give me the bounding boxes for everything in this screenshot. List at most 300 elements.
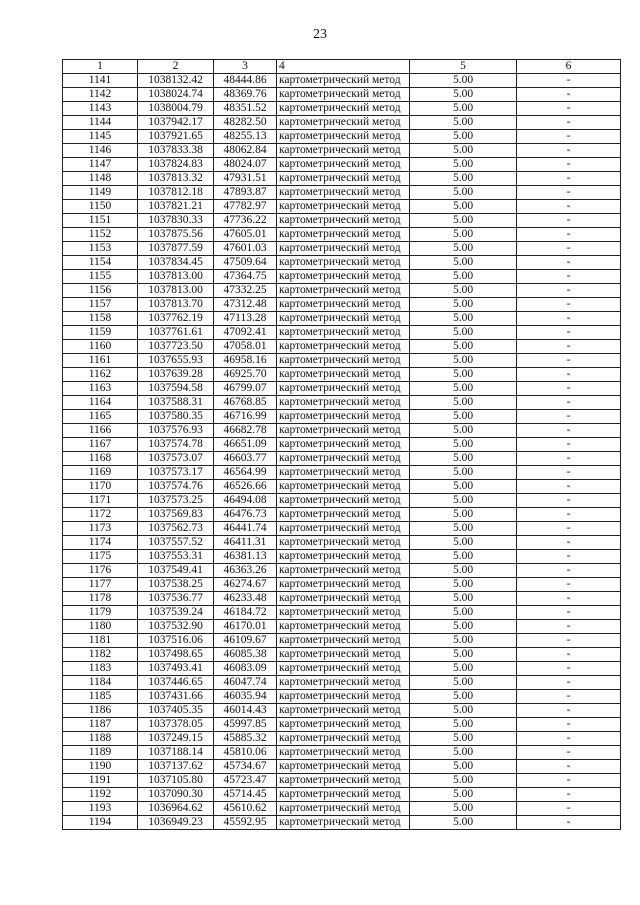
x-coordinate-cell: 1037833.38 xyxy=(138,144,214,158)
y-coordinate-cell: 47364.75 xyxy=(214,270,277,284)
y-coordinate-cell: 48351.52 xyxy=(214,102,277,116)
accuracy-cell: 5.00 xyxy=(410,284,517,298)
x-coordinate-cell: 1037877.59 xyxy=(138,242,214,256)
column-header-method: 4 xyxy=(277,60,410,74)
y-coordinate-cell: 48024.07 xyxy=(214,158,277,172)
method-cell: картометрический метод xyxy=(277,130,410,144)
accuracy-cell: 5.00 xyxy=(410,424,517,438)
y-coordinate-cell: 46958.16 xyxy=(214,354,277,368)
column-header-point-number: 1 xyxy=(63,60,138,74)
method-cell: картометрический метод xyxy=(277,690,410,704)
point-number-cell: 1172 xyxy=(63,508,138,522)
table-row xyxy=(63,746,621,760)
accuracy-cell: 5.00 xyxy=(410,410,517,424)
table-row xyxy=(63,396,621,410)
y-coordinate-cell: 46564.99 xyxy=(214,466,277,480)
x-coordinate-cell: 1037137.62 xyxy=(138,760,214,774)
method-cell: картометрический метод xyxy=(277,732,410,746)
accuracy-cell: 5.00 xyxy=(410,382,517,396)
y-coordinate-cell: 46411.31 xyxy=(214,536,277,550)
accuracy-cell: 5.00 xyxy=(410,774,517,788)
accuracy-cell: 5.00 xyxy=(410,228,517,242)
y-coordinate-cell: 46494.08 xyxy=(214,494,277,508)
method-cell: картометрический метод xyxy=(277,438,410,452)
y-coordinate-cell: 46085.38 xyxy=(214,648,277,662)
accuracy-cell: 5.00 xyxy=(410,662,517,676)
table-row xyxy=(63,732,621,746)
point-number-cell: 1142 xyxy=(63,88,138,102)
table-row xyxy=(63,186,621,200)
table-row xyxy=(63,144,621,158)
table-row xyxy=(63,550,621,564)
point-number-cell: 1191 xyxy=(63,774,138,788)
x-coordinate-cell: 1036949.23 xyxy=(138,816,214,830)
method-cell: картометрический метод xyxy=(277,354,410,368)
point-number-cell: 1148 xyxy=(63,172,138,186)
method-cell: картометрический метод xyxy=(277,172,410,186)
x-coordinate-cell: 1037813.00 xyxy=(138,270,214,284)
x-coordinate-cell: 1037573.17 xyxy=(138,466,214,480)
description-cell: - xyxy=(517,452,621,466)
table-row xyxy=(63,494,621,508)
x-coordinate-cell: 1037090.30 xyxy=(138,788,214,802)
method-cell: картометрический метод xyxy=(277,676,410,690)
description-cell: - xyxy=(517,88,621,102)
y-coordinate-cell: 45885.32 xyxy=(214,732,277,746)
method-cell: картометрический метод xyxy=(277,704,410,718)
description-cell: - xyxy=(517,816,621,830)
description-cell: - xyxy=(517,340,621,354)
y-coordinate-cell: 48062.84 xyxy=(214,144,277,158)
x-coordinate-cell: 1037573.25 xyxy=(138,494,214,508)
method-cell: картометрический метод xyxy=(277,760,410,774)
description-cell: - xyxy=(517,242,621,256)
table-row xyxy=(63,312,621,326)
accuracy-cell: 5.00 xyxy=(410,536,517,550)
y-coordinate-cell: 45723.47 xyxy=(214,774,277,788)
table-row xyxy=(63,662,621,676)
description-cell: - xyxy=(517,718,621,732)
table-row xyxy=(63,718,621,732)
x-coordinate-cell: 1037557.52 xyxy=(138,536,214,550)
point-number-cell: 1182 xyxy=(63,648,138,662)
accuracy-cell: 5.00 xyxy=(410,648,517,662)
y-coordinate-cell: 46476.73 xyxy=(214,508,277,522)
x-coordinate-cell: 1038132.42 xyxy=(138,74,214,88)
description-cell: - xyxy=(517,396,621,410)
table-row xyxy=(63,340,621,354)
method-cell: картометрический метод xyxy=(277,214,410,228)
description-cell: - xyxy=(517,592,621,606)
method-cell: картометрический метод xyxy=(277,382,410,396)
accuracy-cell: 5.00 xyxy=(410,158,517,172)
point-number-cell: 1145 xyxy=(63,130,138,144)
point-number-cell: 1162 xyxy=(63,368,138,382)
accuracy-cell: 5.00 xyxy=(410,564,517,578)
method-cell: картометрический метод xyxy=(277,564,410,578)
y-coordinate-cell: 48369.76 xyxy=(214,88,277,102)
table-row xyxy=(63,564,621,578)
description-cell: - xyxy=(517,116,621,130)
y-coordinate-cell: 45714.45 xyxy=(214,788,277,802)
point-number-cell: 1152 xyxy=(63,228,138,242)
accuracy-cell: 5.00 xyxy=(410,186,517,200)
method-cell: картометрический метод xyxy=(277,746,410,760)
x-coordinate-cell: 1037761.61 xyxy=(138,326,214,340)
x-coordinate-cell: 1037562.73 xyxy=(138,522,214,536)
x-coordinate-cell: 1037188.14 xyxy=(138,746,214,760)
accuracy-cell: 5.00 xyxy=(410,508,517,522)
method-cell: картометрический метод xyxy=(277,634,410,648)
point-number-cell: 1143 xyxy=(63,102,138,116)
y-coordinate-cell: 47931.51 xyxy=(214,172,277,186)
page-number: 23 xyxy=(313,27,327,42)
accuracy-cell: 5.00 xyxy=(410,438,517,452)
table-row xyxy=(63,116,621,130)
point-number-cell: 1156 xyxy=(63,284,138,298)
y-coordinate-cell: 46109.67 xyxy=(214,634,277,648)
description-cell: - xyxy=(517,172,621,186)
point-number-cell: 1180 xyxy=(63,620,138,634)
coordinates-table xyxy=(62,59,621,830)
y-coordinate-cell: 48255.13 xyxy=(214,130,277,144)
accuracy-cell: 5.00 xyxy=(410,802,517,816)
accuracy-cell: 5.00 xyxy=(410,718,517,732)
description-cell: - xyxy=(517,382,621,396)
accuracy-cell: 5.00 xyxy=(410,116,517,130)
description-cell: - xyxy=(517,522,621,536)
y-coordinate-cell: 46925.70 xyxy=(214,368,277,382)
y-coordinate-cell: 47605.01 xyxy=(214,228,277,242)
method-cell: картометрический метод xyxy=(277,788,410,802)
accuracy-cell: 5.00 xyxy=(410,634,517,648)
description-cell: - xyxy=(517,606,621,620)
point-number-cell: 1169 xyxy=(63,466,138,480)
accuracy-cell: 5.00 xyxy=(410,816,517,830)
y-coordinate-cell: 45592.95 xyxy=(214,816,277,830)
accuracy-cell: 5.00 xyxy=(410,676,517,690)
x-coordinate-cell: 1037655.93 xyxy=(138,354,214,368)
description-cell: - xyxy=(517,270,621,284)
method-cell: картометрический метод xyxy=(277,312,410,326)
description-cell: - xyxy=(517,368,621,382)
y-coordinate-cell: 47113.28 xyxy=(214,312,277,326)
table-row xyxy=(63,704,621,718)
y-coordinate-cell: 47058.01 xyxy=(214,340,277,354)
point-number-cell: 1147 xyxy=(63,158,138,172)
table-body xyxy=(63,74,621,830)
accuracy-cell: 5.00 xyxy=(410,592,517,606)
x-coordinate-cell: 1037405.35 xyxy=(138,704,214,718)
accuracy-cell: 5.00 xyxy=(410,578,517,592)
accuracy-cell: 5.00 xyxy=(410,102,517,116)
description-cell: - xyxy=(517,788,621,802)
table-row xyxy=(63,172,621,186)
method-cell: картометрический метод xyxy=(277,536,410,550)
x-coordinate-cell: 1037498.65 xyxy=(138,648,214,662)
table-row xyxy=(63,774,621,788)
table-row xyxy=(63,816,621,830)
x-coordinate-cell: 1037574.78 xyxy=(138,438,214,452)
description-cell: - xyxy=(517,186,621,200)
point-number-cell: 1186 xyxy=(63,704,138,718)
accuracy-cell: 5.00 xyxy=(410,704,517,718)
accuracy-cell: 5.00 xyxy=(410,690,517,704)
description-cell: - xyxy=(517,228,621,242)
x-coordinate-cell: 1037875.56 xyxy=(138,228,214,242)
method-cell: картометрический метод xyxy=(277,270,410,284)
point-number-cell: 1189 xyxy=(63,746,138,760)
y-coordinate-cell: 48282.50 xyxy=(214,116,277,130)
table-row xyxy=(63,270,621,284)
description-cell: - xyxy=(517,550,621,564)
table-row xyxy=(63,354,621,368)
table-header xyxy=(63,60,621,74)
x-coordinate-cell: 1037639.28 xyxy=(138,368,214,382)
point-number-cell: 1192 xyxy=(63,788,138,802)
description-cell: - xyxy=(517,774,621,788)
y-coordinate-cell: 46381.13 xyxy=(214,550,277,564)
x-coordinate-cell: 1037580.35 xyxy=(138,410,214,424)
x-coordinate-cell: 1037921.65 xyxy=(138,130,214,144)
accuracy-cell: 5.00 xyxy=(410,494,517,508)
y-coordinate-cell: 46014.43 xyxy=(214,704,277,718)
description-cell: - xyxy=(517,802,621,816)
table-row xyxy=(63,424,621,438)
accuracy-cell: 5.00 xyxy=(410,200,517,214)
method-cell: картометрический метод xyxy=(277,158,410,172)
description-cell: - xyxy=(517,438,621,452)
table-row xyxy=(63,480,621,494)
description-cell: - xyxy=(517,732,621,746)
method-cell: картометрический метод xyxy=(277,774,410,788)
accuracy-cell: 5.00 xyxy=(410,732,517,746)
point-number-cell: 1187 xyxy=(63,718,138,732)
accuracy-cell: 5.00 xyxy=(410,88,517,102)
method-cell: картометрический метод xyxy=(277,326,410,340)
point-number-cell: 1164 xyxy=(63,396,138,410)
accuracy-cell: 5.00 xyxy=(410,760,517,774)
accuracy-cell: 5.00 xyxy=(410,214,517,228)
point-number-cell: 1193 xyxy=(63,802,138,816)
method-cell: картометрический метод xyxy=(277,494,410,508)
point-number-cell: 1176 xyxy=(63,564,138,578)
point-number-cell: 1155 xyxy=(63,270,138,284)
method-cell: картометрический метод xyxy=(277,88,410,102)
y-coordinate-cell: 46233.48 xyxy=(214,592,277,606)
description-cell: - xyxy=(517,326,621,340)
x-coordinate-cell: 1037446.65 xyxy=(138,676,214,690)
x-coordinate-cell: 1037813.70 xyxy=(138,298,214,312)
x-coordinate-cell: 1037378.05 xyxy=(138,718,214,732)
accuracy-cell: 5.00 xyxy=(410,480,517,494)
x-coordinate-cell: 1037431.66 xyxy=(138,690,214,704)
method-cell: картометрический метод xyxy=(277,200,410,214)
accuracy-cell: 5.00 xyxy=(410,466,517,480)
accuracy-cell: 5.00 xyxy=(410,312,517,326)
table-row xyxy=(63,102,621,116)
point-number-cell: 1150 xyxy=(63,200,138,214)
accuracy-cell: 5.00 xyxy=(410,550,517,564)
x-coordinate-cell: 1037105.80 xyxy=(138,774,214,788)
x-coordinate-cell: 1037553.31 xyxy=(138,550,214,564)
method-cell: картометрический метод xyxy=(277,452,410,466)
point-number-cell: 1144 xyxy=(63,116,138,130)
x-coordinate-cell: 1037538.25 xyxy=(138,578,214,592)
description-cell: - xyxy=(517,200,621,214)
x-coordinate-cell: 1038024.74 xyxy=(138,88,214,102)
point-number-cell: 1158 xyxy=(63,312,138,326)
accuracy-cell: 5.00 xyxy=(410,130,517,144)
description-cell: - xyxy=(517,746,621,760)
accuracy-cell: 5.00 xyxy=(410,368,517,382)
point-number-cell: 1188 xyxy=(63,732,138,746)
method-cell: картометрический метод xyxy=(277,802,410,816)
method-cell: картометрический метод xyxy=(277,718,410,732)
x-coordinate-cell: 1037569.83 xyxy=(138,508,214,522)
method-cell: картометрический метод xyxy=(277,620,410,634)
method-cell: картометрический метод xyxy=(277,550,410,564)
accuracy-cell: 5.00 xyxy=(410,270,517,284)
x-coordinate-cell: 1037539.24 xyxy=(138,606,214,620)
x-coordinate-cell: 1037594.58 xyxy=(138,382,214,396)
table-row xyxy=(63,256,621,270)
accuracy-cell: 5.00 xyxy=(410,172,517,186)
table-row xyxy=(63,536,621,550)
x-coordinate-cell: 1037942.17 xyxy=(138,116,214,130)
x-coordinate-cell: 1037821.21 xyxy=(138,200,214,214)
y-coordinate-cell: 46716.99 xyxy=(214,410,277,424)
point-number-cell: 1168 xyxy=(63,452,138,466)
point-number-cell: 1179 xyxy=(63,606,138,620)
table-row xyxy=(63,620,621,634)
y-coordinate-cell: 47782.97 xyxy=(214,200,277,214)
table-row xyxy=(63,200,621,214)
description-cell: - xyxy=(517,480,621,494)
point-number-cell: 1153 xyxy=(63,242,138,256)
table-row xyxy=(63,592,621,606)
x-coordinate-cell: 1037573.07 xyxy=(138,452,214,466)
table-row xyxy=(63,74,621,88)
method-cell: картометрический метод xyxy=(277,298,410,312)
accuracy-cell: 5.00 xyxy=(410,74,517,88)
description-cell: - xyxy=(517,74,621,88)
accuracy-cell: 5.00 xyxy=(410,354,517,368)
y-coordinate-cell: 46682.78 xyxy=(214,424,277,438)
table-row xyxy=(63,130,621,144)
table-row xyxy=(63,802,621,816)
y-coordinate-cell: 46184.72 xyxy=(214,606,277,620)
point-number-cell: 1175 xyxy=(63,550,138,564)
description-cell: - xyxy=(517,130,621,144)
description-cell: - xyxy=(517,144,621,158)
x-coordinate-cell: 1037536.77 xyxy=(138,592,214,606)
y-coordinate-cell: 46799.07 xyxy=(214,382,277,396)
column-header-y: 3 xyxy=(214,60,277,74)
point-number-cell: 1159 xyxy=(63,326,138,340)
description-cell: - xyxy=(517,410,621,424)
description-cell: - xyxy=(517,578,621,592)
column-header-accuracy: 5 xyxy=(410,60,517,74)
x-coordinate-cell: 1037588.31 xyxy=(138,396,214,410)
table-row xyxy=(63,242,621,256)
x-coordinate-cell: 1037249.15 xyxy=(138,732,214,746)
description-cell: - xyxy=(517,620,621,634)
y-coordinate-cell: 46603.77 xyxy=(214,452,277,466)
y-coordinate-cell: 47736.22 xyxy=(214,214,277,228)
description-cell: - xyxy=(517,662,621,676)
y-coordinate-cell: 46035.94 xyxy=(214,690,277,704)
y-coordinate-cell: 46363.26 xyxy=(214,564,277,578)
point-number-cell: 1161 xyxy=(63,354,138,368)
table-row xyxy=(63,452,621,466)
y-coordinate-cell: 47092.41 xyxy=(214,326,277,340)
y-coordinate-cell: 46083.09 xyxy=(214,662,277,676)
accuracy-cell: 5.00 xyxy=(410,788,517,802)
table-row xyxy=(63,228,621,242)
y-coordinate-cell: 47509.64 xyxy=(214,256,277,270)
description-cell: - xyxy=(517,214,621,228)
description-cell: - xyxy=(517,312,621,326)
y-coordinate-cell: 46768.85 xyxy=(214,396,277,410)
table-row xyxy=(63,88,621,102)
description-cell: - xyxy=(517,466,621,480)
point-number-cell: 1166 xyxy=(63,424,138,438)
header-row xyxy=(63,60,621,74)
point-number-cell: 1165 xyxy=(63,410,138,424)
y-coordinate-cell: 45997.85 xyxy=(214,718,277,732)
method-cell: картометрический метод xyxy=(277,648,410,662)
y-coordinate-cell: 48444.86 xyxy=(214,74,277,88)
y-coordinate-cell: 46274.67 xyxy=(214,578,277,592)
description-cell: - xyxy=(517,256,621,270)
table-row xyxy=(63,214,621,228)
accuracy-cell: 5.00 xyxy=(410,298,517,312)
table-row xyxy=(63,676,621,690)
point-number-cell: 1163 xyxy=(63,382,138,396)
x-coordinate-cell: 1037516.06 xyxy=(138,634,214,648)
method-cell: картометрический метод xyxy=(277,424,410,438)
method-cell: картометрический метод xyxy=(277,606,410,620)
point-number-cell: 1154 xyxy=(63,256,138,270)
description-cell: - xyxy=(517,676,621,690)
table-row xyxy=(63,634,621,648)
method-cell: картометрический метод xyxy=(277,368,410,382)
x-coordinate-cell: 1037549.41 xyxy=(138,564,214,578)
point-number-cell: 1171 xyxy=(63,494,138,508)
table-row xyxy=(63,578,621,592)
accuracy-cell: 5.00 xyxy=(410,242,517,256)
accuracy-cell: 5.00 xyxy=(410,144,517,158)
description-cell: - xyxy=(517,634,621,648)
method-cell: картометрический метод xyxy=(277,228,410,242)
point-number-cell: 1160 xyxy=(63,340,138,354)
table-row xyxy=(63,508,621,522)
table-row xyxy=(63,648,621,662)
point-number-cell: 1141 xyxy=(63,74,138,88)
point-number-cell: 1174 xyxy=(63,536,138,550)
point-number-cell: 1173 xyxy=(63,522,138,536)
description-cell: - xyxy=(517,354,621,368)
table-row xyxy=(63,368,621,382)
method-cell: картометрический метод xyxy=(277,578,410,592)
description-cell: - xyxy=(517,494,621,508)
x-coordinate-cell: 1037813.00 xyxy=(138,284,214,298)
point-number-cell: 1146 xyxy=(63,144,138,158)
point-number-cell: 1178 xyxy=(63,592,138,606)
method-cell: картометрический метод xyxy=(277,102,410,116)
accuracy-cell: 5.00 xyxy=(410,620,517,634)
